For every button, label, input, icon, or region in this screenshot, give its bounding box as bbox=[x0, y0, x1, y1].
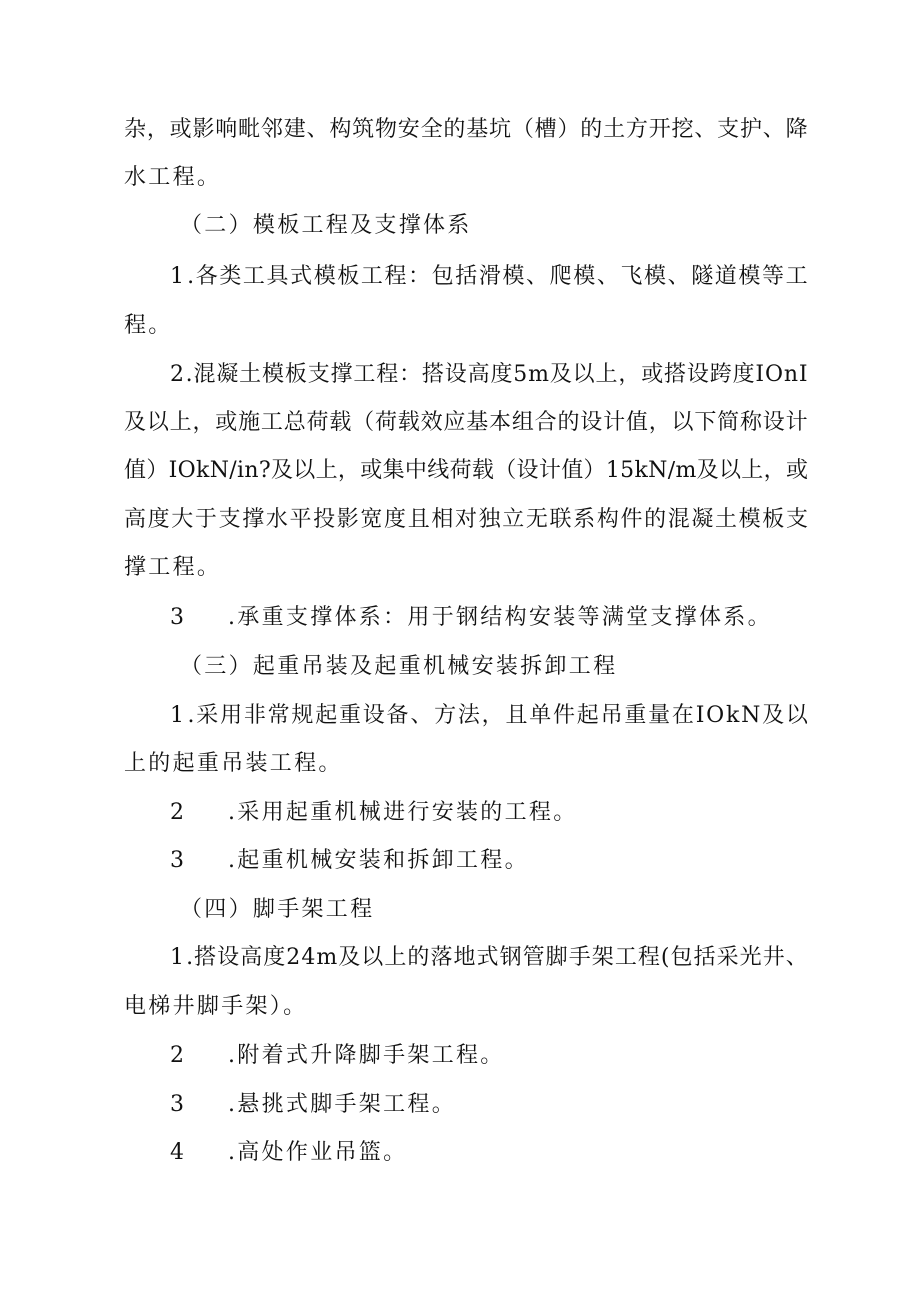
list-text: .高处作业吊篮。 bbox=[228, 1140, 408, 1165]
list-item bbox=[170, 846, 529, 876]
list-item bbox=[170, 1090, 456, 1120]
paragraph-line: 水工程。 bbox=[124, 165, 222, 190]
list-number: 3 bbox=[170, 848, 187, 873]
list-text: .起重机械安装和拆卸工程。 bbox=[228, 848, 529, 873]
paragraph-line: 程。 bbox=[124, 313, 173, 338]
section-heading: （二）模板工程及支撑体系 bbox=[180, 213, 472, 238]
list-item bbox=[170, 603, 772, 633]
list-item bbox=[170, 1138, 407, 1168]
list-text: .附着式升降脚手架工程。 bbox=[228, 1043, 505, 1068]
paragraph-line: 值 ） I O k N / i n ? 及 以 上 ， 或 集 中 线 荷 载 （ 设 计 值 ） 1 5 k N ∕ m 及 以 上 ， 或 bbox=[124, 458, 808, 483]
paragraph-line: 撑工程。 bbox=[124, 555, 222, 580]
paragraph-line: 1 . 采 用 非 常 规 起 重 设 备 、 方 法 ， 且 单 件 起 吊 重 量 在 I O k N 及 以 bbox=[170, 703, 808, 728]
paragraph-line: 杂 ， 或 影 响 毗 邻 建 、 构 筑 物 安 全 的 基 坑 （ 槽 ） 的 土 方 开 挖 、 支 护 、 降 bbox=[124, 117, 808, 142]
list-number: 3 bbox=[170, 1092, 187, 1117]
paragraph-line: 1 . 搭 设 高 度 2 4 m 及 以 上 的 落 地 式 钢 管 脚 手 架 工 程 ( 包 括 采 光 井 、 bbox=[170, 945, 808, 970]
list-number: 4 bbox=[170, 1140, 187, 1165]
paragraph-line: 上的起重吊装工程。 bbox=[124, 751, 343, 776]
paragraph-line: 1 . 各 类 工 具 式 模 板 工 程 ： 包 括 滑 模 、 爬 模 、 飞 模 、 隧 道 模 等 工 bbox=[170, 264, 808, 289]
list-item bbox=[170, 1041, 505, 1071]
section-heading: （三）起重吊装及起重机械安装拆卸工程 bbox=[180, 654, 618, 679]
paragraph-line: 电梯井脚手架）。 bbox=[124, 994, 308, 1019]
list-number: 2 bbox=[170, 1043, 187, 1068]
paragraph-line: 高 度 大 于 支 撑 水 平 投 影 宽 度 且 相 对 独 立 无 联 系 构 件 的 混 凝 土 模 板 支 bbox=[124, 507, 808, 532]
list-item bbox=[170, 798, 578, 828]
list-number: 3 bbox=[170, 605, 187, 630]
paragraph-line: 2 . 混 凝 土 模 板 支 撑 工 程 ： 搭 设 高 度 5 m 及 以 上 ， 或 搭 设 跨 度 I O n I bbox=[170, 362, 808, 387]
paragraph-line: 及 以 上 ， 或 施 工 总 荷 载 （ 荷 载 效 应 基 本 组 合 的 设 计 值 ， 以 下 简 称 设 计 bbox=[124, 410, 808, 435]
list-text: .采用起重机械进行安装的工程。 bbox=[228, 800, 578, 825]
section-heading: （四）脚手架工程 bbox=[180, 897, 375, 922]
list-number: 2 bbox=[170, 800, 187, 825]
list-text: .承重支撑体系：用于钢结构安装等满堂支撑体系。 bbox=[228, 605, 772, 630]
list-text: .悬挑式脚手架工程。 bbox=[228, 1092, 456, 1117]
